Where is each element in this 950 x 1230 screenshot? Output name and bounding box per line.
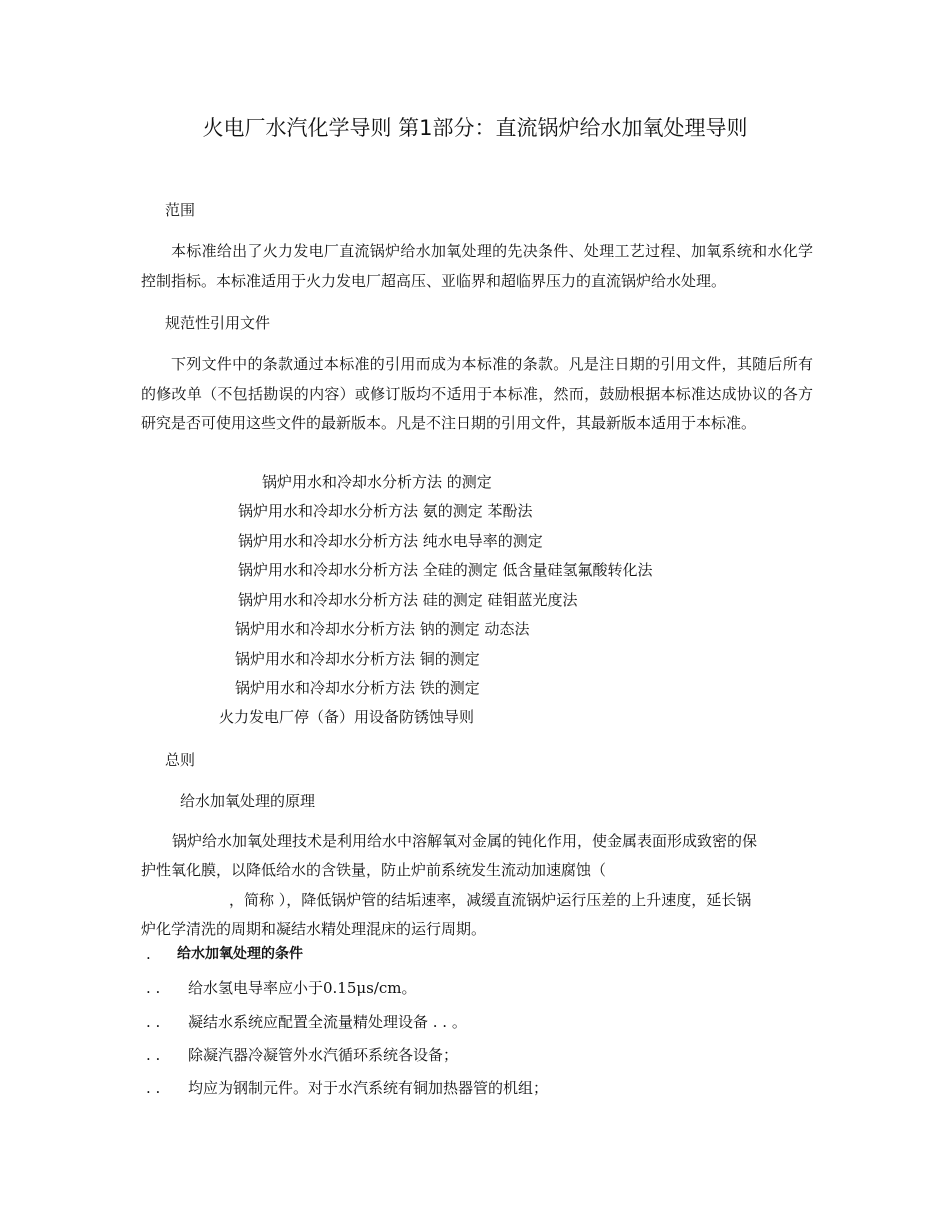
section-heading-conditions: 给水加氧处理的条件 <box>177 946 303 962</box>
reference-item: 火力发电厂停（备）用设备防锈蚀导则 <box>219 708 475 726</box>
item-number: . . <box>146 1046 161 1064</box>
reference-item: 锅炉用水和冷却水分析方法 钠的测定 动态法 <box>235 620 530 638</box>
reference-item: 锅炉用水和冷却水分析方法 硅的测定 硅钼蓝光度法 <box>238 591 578 609</box>
condition-item: 除凝汽器冷凝管外水汽循环系统各设备； <box>188 1046 459 1064</box>
reference-item: 锅炉用水和冷却水分析方法 纯水电导率的测定 <box>238 532 543 550</box>
reference-item: 锅炉用水和冷却水分析方法 全硅的测定 低含量硅氢氟酸转化法 <box>238 561 653 579</box>
subsection-heading-principle: 给水加氧处理的原理 <box>180 792 316 810</box>
scope-paragraph: 本标准给出了火力发电厂直流锅炉给水加氧处理的先决条件、处理工艺过程、加氧系统和水化学控制指标。本标准适用于火力发电厂超高压、亚临界和超临界压力的直流锅炉给水处理。 <box>141 242 813 290</box>
condition-item: 均应为钢制元件。对于水汽系统有铜加热器管的机组； <box>188 1079 549 1097</box>
reference-item: 锅炉用水和冷却水分析方法 铜的测定 <box>235 650 480 668</box>
reference-item: 锅炉用水和冷却水分析方法 氨的测定 苯酚法 <box>238 502 533 520</box>
principle-line-1: 锅炉给水加氧处理技术是利用给水中溶解氧对金属的钝化作用，使金属表面形成致密的保 <box>172 832 758 850</box>
document-title: 火电厂水汽化学导则 第1部分：直流锅炉给水加氧处理导则 <box>202 116 748 140</box>
section-number: . <box>146 945 151 963</box>
condition-item: 给水氢电导率应小于0.15μs/cm。 <box>188 979 417 997</box>
section-heading-references: 规范性引用文件 <box>165 314 271 332</box>
section-heading-scope: 范围 <box>165 201 196 219</box>
principle-line-3: ，简称 ），降低锅炉管的结垢速率，减缓直流锅炉运行压差的上升速度，延长锅 <box>229 891 752 909</box>
references-paragraph: 下列文件中的条款通过本标准的引用而成为本标准的条款。凡是注日期的引用文件，其随后所有的修改单（不包括勘误的内容）或修订版均不适用于本标准，然而，鼓励根据本标准达成协议的各方研究是否可使用这些文件的最新版本。凡是不注日期的引用文件，其最新版本适用于本标准。 <box>141 355 813 432</box>
principle-line-4: 炉化学清洗的周期和凝结水精处理混床的运行周期。 <box>141 920 487 938</box>
item-number: . . <box>146 1013 161 1031</box>
condition-item: 凝结水系统应配置全流量精处理设备 . . 。 <box>188 1013 467 1031</box>
item-number: . . <box>146 979 161 997</box>
item-number: . . <box>146 1079 161 1097</box>
reference-item: 锅炉用水和冷却水分析方法 铁的测定 <box>235 679 480 697</box>
section-heading-general: 总则 <box>165 751 196 769</box>
principle-line-2: 护性氧化膜，以降低给水的含铁量，防止炉前系统发生流动加速腐蚀（ <box>141 861 607 879</box>
reference-item: 锅炉用水和冷却水分析方法 的测定 <box>262 473 492 491</box>
